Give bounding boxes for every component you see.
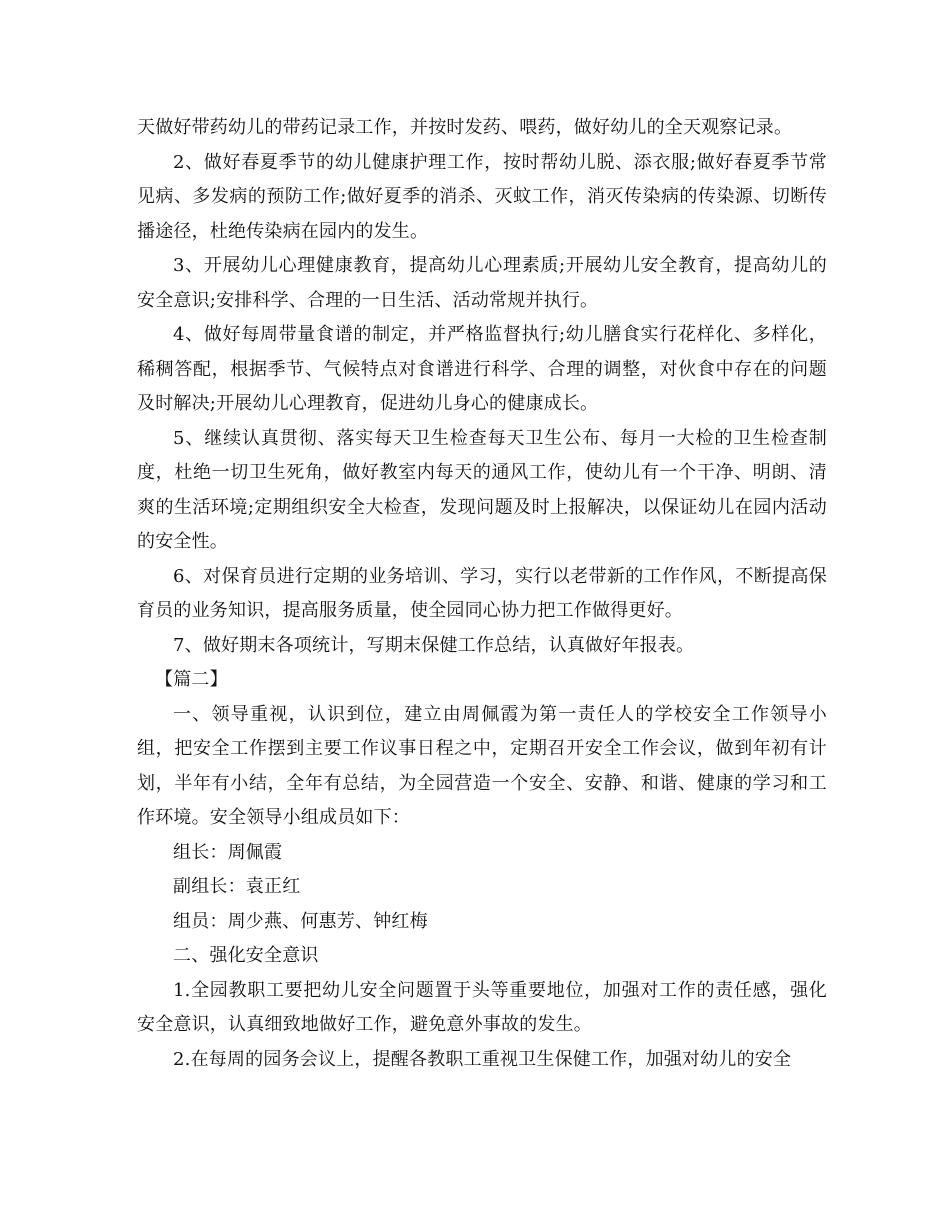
paragraph-5: 5、继续认真贯彻、落实每天卫生检查每天卫生公布、每月一大检的卫生检查制度，杜绝一切卫生死角，做好教室内每天的通风工作，使幼儿有一个干净、明朗、清爽的生活环境;定期组织安全大检查，发现问题及时上报解决，以保证幼儿在园内活动的安全性。 [137,427,827,552]
paragraph-7: 7、做好期末各项统计，写期末保健工作总结，认真做好年报表。 [173,634,695,656]
member-leader: 组长：周佩霞 [173,841,283,863]
paragraph-leadership: 一、领导重视，认识到位，建立由周佩霞为第一责任人的学校安全工作领导小组，把安全工作摆到主要工作议事日程之中，定期召开安全工作会议，做到年初有计划，半年有小结，全年有总结，为全园营造一个安全、安静、和谐、健康的学习和工作环境。安全领导小组成员如下： [137,703,827,828]
document-body [137,111,827,1077]
member-deputy-leader: 副组长：袁正红 [173,876,301,897]
section-heading-part-two: 【篇二】 [155,669,228,690]
member-team: 组员：周少燕、何惠芳、钟红梅 [173,910,428,932]
subheading-safety-awareness: 二、强化安全意识 [173,945,319,966]
paragraph-6: 6、对保育员进行定期的业务培训、学习，实行以老带新的工作作风，不断提高保育员的业务知识，提高服务质量，使全园同心协力把工作做得更好。 [137,565,827,621]
paragraph-4: 4、做好每周带量食谱的制定，并严格监督执行;幼儿膳食实行花样化、多样化，稀稠答配，根据季节、气候特点对食谱进行科学、合理的调整，对伙食中存在的问题及时解决;开展幼儿心理教育，促进幼儿身心的健康成长。 [137,324,827,414]
paragraph-awareness-2: 2.在每周的园务会议上，提醒各教职工重视卫生保健工作，加强对幼儿的安全 [173,1048,792,1070]
paragraph-2: 2、做好春夏季节的幼儿健康护理工作，按时帮幼儿脱、添衣服;做好春夏季节常见病、多发病的预防工作;做好夏季的消杀、灭蚊工作，消灭传染病的传染源、切断传播途径，杜绝传染病在园内的发生。 [137,151,827,242]
paragraph-3: 3、开展幼儿心理健康教育，提高幼儿心理素质;开展幼儿安全教育，提高幼儿的安全意识;安排科学、合理的一日生活、活动常规并执行。 [137,255,827,311]
paragraph-1: 天做好带药幼儿的带药记录工作，并按时发药、喂药，做好幼儿的全天观察记录。 [137,117,793,138]
paragraph-awareness-1: 1.全园教职工要把幼儿安全问题置于头等重要地位，加强对工作的责任感，强化安全意识，认真细致地做好工作，避免意外事故的发生。 [137,979,827,1035]
